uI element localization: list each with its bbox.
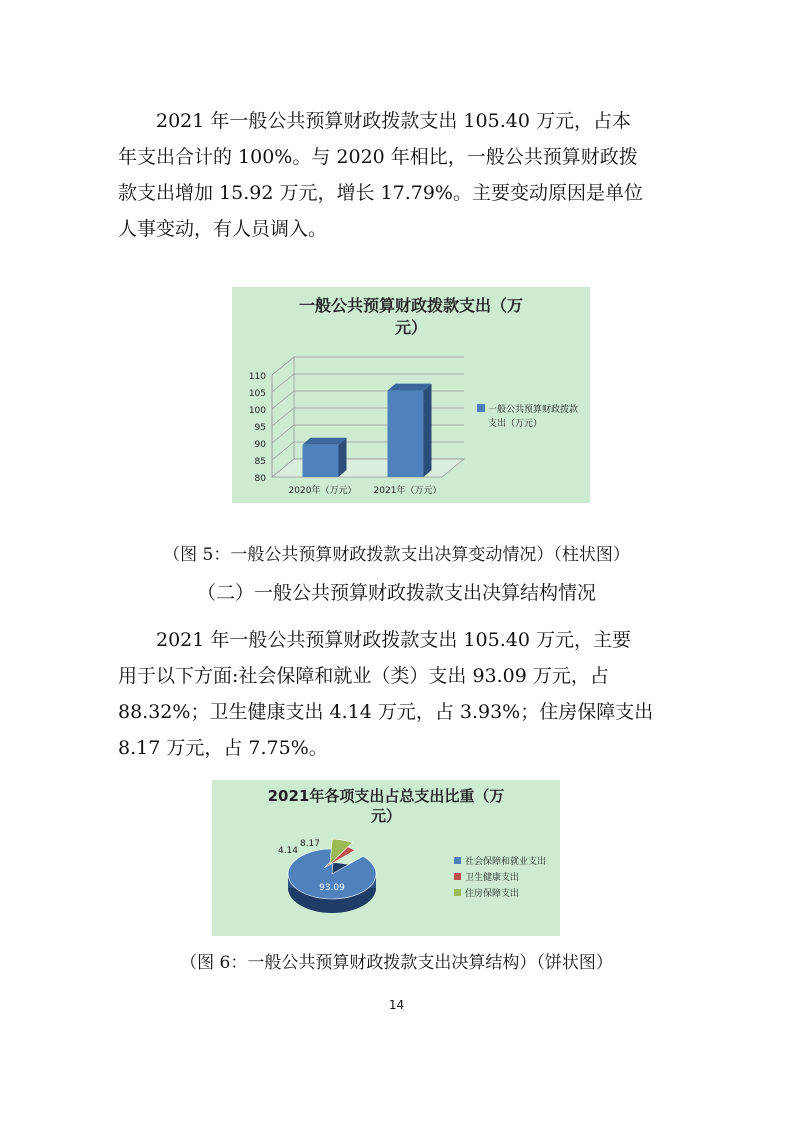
pie-value-label: 4.14: [277, 846, 299, 856]
gridline: [272, 442, 464, 460]
bar: [303, 438, 347, 477]
page-number: 14: [388, 998, 405, 1012]
gridline: [272, 408, 464, 426]
bar-chart-plot: [232, 287, 590, 503]
legend-label-line2: 支出（万元）: [488, 419, 543, 429]
bar-front: [303, 445, 339, 477]
bar-chart-title: 一般公共预算财政拨款支出（万 元）: [298, 296, 523, 337]
legend-swatch: [454, 873, 461, 880]
pie-chart-figure: [212, 780, 560, 936]
y-tick-label: 85: [254, 457, 266, 467]
paragraph-1-line: 2021 年一般公共预算财政拨款支出 105.40 万元，占本: [156, 110, 631, 132]
y-tick-label: 95: [254, 423, 266, 433]
figure-6-caption: （图 6：一般公共预算财政拨款支出决算结构）（饼状图）: [180, 953, 613, 973]
legend-swatch: [454, 889, 461, 896]
legend-label: 社会保障和就业支出: [465, 857, 547, 867]
x-tick-label: 2021年（万元）: [373, 486, 442, 496]
paragraph-1: [118, 103, 678, 247]
paragraph-2-line: 2021 年一般公共预算财政拨款支出 105.40 万元，主要: [156, 629, 631, 651]
x-tick-label: 2020年（万元）: [288, 486, 357, 496]
y-tick-label: 110: [248, 372, 266, 382]
bar-front: [388, 391, 424, 477]
gridline: [272, 374, 464, 392]
y-tick-label: 90: [254, 440, 266, 450]
y-tick-label: 100: [248, 406, 266, 416]
legend-label: 卫生健康支出: [465, 873, 520, 883]
bar: [388, 384, 432, 477]
y-tick-label: 80: [254, 474, 266, 484]
pie-chart-plot: [212, 780, 560, 936]
paragraph-2-line: 8.17 万元，占 7.75%。: [118, 737, 328, 759]
section-heading: （二）一般公共预算财政拨款支出决算结构情况: [196, 582, 596, 604]
paragraph-2-line: 88.32%；卫生健康支出 4.14 万元，占 3.93%；住房保障支出: [118, 701, 654, 723]
legend-swatch: [454, 857, 461, 864]
legend-swatch: [477, 404, 485, 412]
legend-label: 住房保障支出: [465, 889, 520, 899]
paragraph-2: [118, 622, 678, 766]
gridline: [272, 357, 464, 375]
pie-value-label: 93.09: [319, 883, 345, 893]
paragraph-1-line: 人事变动，有人员调入。: [118, 218, 328, 240]
gridline: [272, 425, 464, 443]
gridline: [272, 391, 464, 409]
pie-value-label: 8.17: [299, 839, 321, 849]
pie-chart-title: 2021年各项支出占总支出比重（万 元）: [267, 787, 505, 825]
paragraph-1-line: 年支出合计的 100%。与 2020 年相比，一般公共预算财政拨: [118, 146, 638, 168]
paragraph-2-line: 用于以下方面:社会保障和就业（类）支出 93.09 万元，占: [118, 665, 609, 687]
figure-5-caption: （图 5：一般公共预算财政拨款支出决算变动情况）（柱状图）: [163, 545, 630, 565]
bar-side: [424, 384, 432, 477]
paragraph-1-line: 款支出增加 15.92 万元，增长 17.79%。主要变动原因是单位: [118, 182, 643, 204]
legend-label-line1: 一般公共预算财政拨款: [488, 405, 579, 415]
bar-chart-figure: [232, 287, 590, 503]
floor: [272, 459, 464, 477]
y-tick-label: 105: [248, 389, 266, 399]
